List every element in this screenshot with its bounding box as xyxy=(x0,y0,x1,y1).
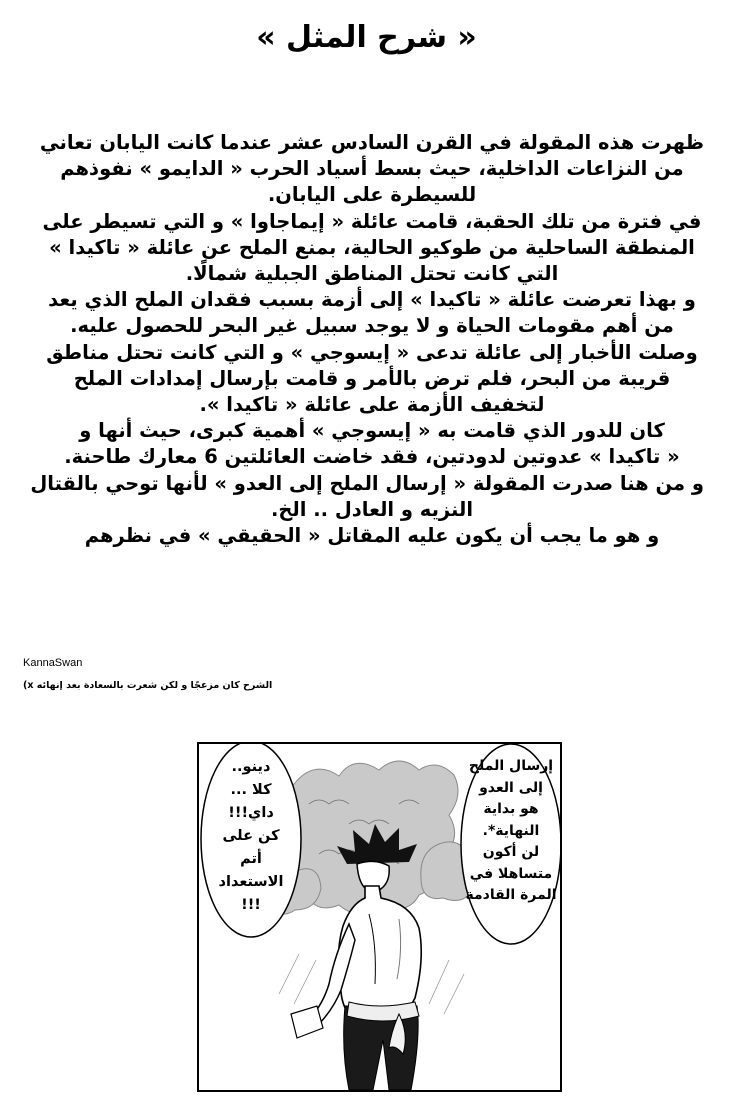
text-line: وصلت الأخبار إلى عائلة تدعى « إيسوجي » و التي كانت تحتل مناطق xyxy=(46,340,698,364)
page-title: « شرح المثل » xyxy=(256,20,477,55)
text-line: للسيطرة على اليابان. xyxy=(267,183,477,207)
text-line: ظهرت هذه المقولة في القرن السادس عشر عندما كانت اليابان تعاني xyxy=(39,131,704,154)
text-line: كان للدور الذي قامت به « إيسوجي » أهمية كبرى، حيث أنها و xyxy=(79,419,665,443)
bubble-line: كن على xyxy=(222,828,280,844)
translator-credit: KannaSwan xyxy=(23,657,83,669)
bubble-line: !!! xyxy=(241,897,261,913)
text-line: من أهم مقومات الحياة و لا يوجد سبيل غير البحر للحصول عليه. xyxy=(70,314,674,338)
bubble-line: إرسال الملح xyxy=(468,758,554,774)
text-line: « تاكيدا » عدوتين لدودتين، فقد خاضت العائلتين 6 معارك طاحنة. xyxy=(64,445,680,469)
bubble-line: متساهلا في xyxy=(469,865,553,882)
text-line: من النزاعات الداخلية، حيث بسط أسياد الحرب « الدايمو » نفوذهم xyxy=(60,157,684,181)
manga-panel xyxy=(197,742,562,1092)
bubble-line: أتم xyxy=(240,851,262,867)
text-line: و من هنا صدرت المقولة « إرسال الملح إلى العدو » لأنها توحي بالقتال xyxy=(30,471,704,495)
bubble-line: النهاية*. xyxy=(482,822,540,839)
text-line: التي كانت تحتل المناطق الجبلية شمالًا. xyxy=(185,262,559,286)
speech-bubble-left xyxy=(205,756,297,917)
bubble-line: إلى العدو xyxy=(479,779,543,796)
explanation-text xyxy=(30,130,704,549)
bubble-line: داي!!! xyxy=(228,805,274,821)
text-line: قريبة من البحر، فلم ترض بالأمر و قامت بإرسال إمدادات الملح xyxy=(73,366,671,390)
speech-bubble-right xyxy=(465,756,557,907)
text-line: المنطقة الساحلية من طوكيو الحالية، بمنع الملح عن عائلة « تاكيدا » xyxy=(49,235,695,259)
text-line: النزيه و العادل .. الخ. xyxy=(270,497,474,521)
text-line: و هو ما يجب أن يكون عليه المقاتل « الحقيقي » في نظرهم xyxy=(84,524,660,548)
bubble-line: هو بداية xyxy=(483,801,539,817)
text-line: و بهذا تعرضت عائلة « تاكيدا » إلى أزمة بسبب فقدان الملح الذي يعد xyxy=(48,288,696,312)
bubble-line: المرة القادمة xyxy=(465,887,557,903)
bubble-line: لن أكون xyxy=(482,844,540,860)
bubble-line: الاستعداد xyxy=(218,874,284,890)
bubble-line: دينو.. xyxy=(231,759,271,775)
translator-note: الشرح كان مزعجًا و لكن شعرت بالسعادة بعد إنهائه x) xyxy=(23,680,273,691)
text-line: لتخفيف الأزمة على عائلة « تاكيدا ». xyxy=(199,393,545,417)
bubble-line: كلا ... xyxy=(230,782,272,798)
text-line: في فترة من تلك الحقبة، قامت عائلة « إيماجاوا » و التي تسيطر على xyxy=(42,209,702,233)
